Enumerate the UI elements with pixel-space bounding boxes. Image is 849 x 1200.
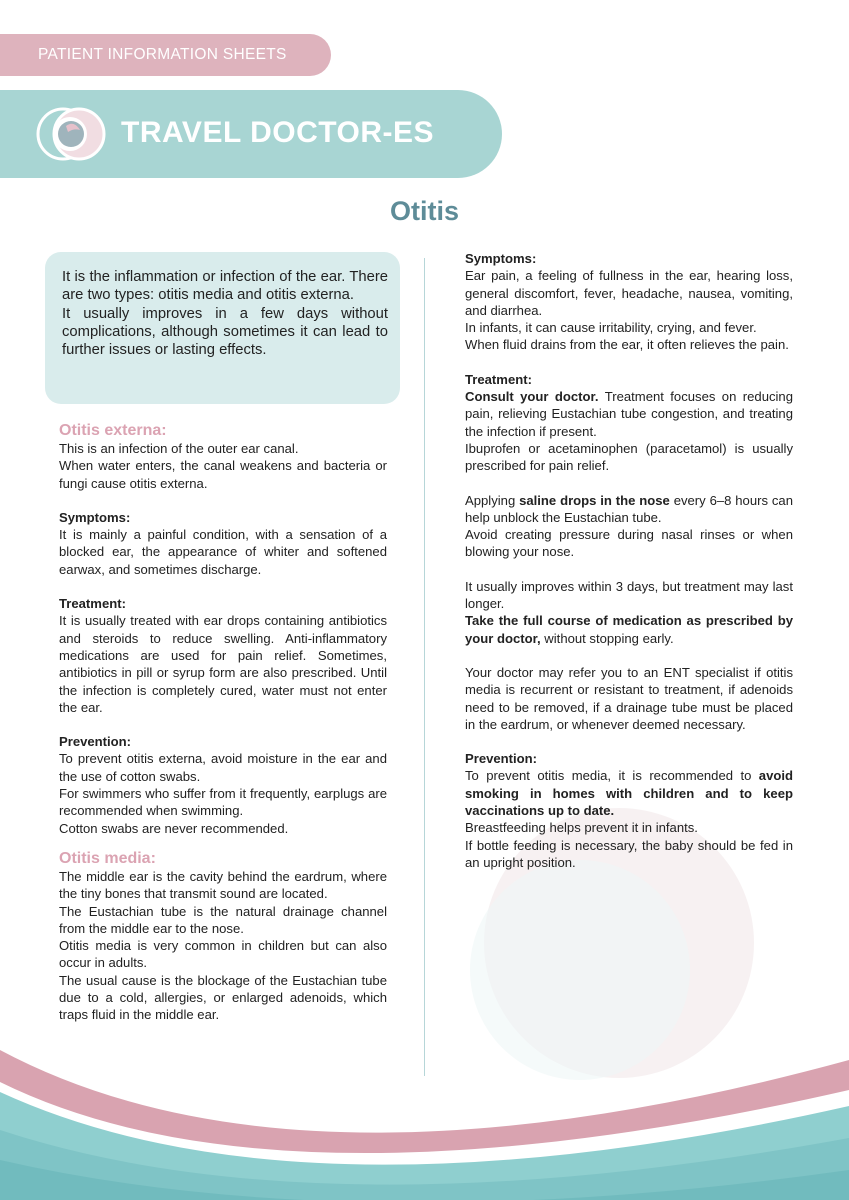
saline-note: Avoid creating pressure during nasal rinses or when blowing your nose.	[465, 527, 793, 560]
externa-symptoms-text: It is mainly a painful condition, with a sensation of a blocked ear, the appearance of whiter and softened earwax, and sometimes discharge.	[59, 527, 387, 577]
otitis-media-heading: Otitis media:	[59, 849, 156, 867]
category-tag	[0, 34, 331, 76]
externa-prevention-text: To prevent otitis externa, avoid moisture in the ear and the use of cotton swabs. For swimmers who suffer from it frequently, earplugs are recommended when swimming. Cotton swabs are never recommended.	[59, 751, 387, 836]
otitis-media-definition: The middle ear is the cavity behind the eardrum, where the tiny bones that transmit sound are located. The Eustachian tube is the natural drainage channel from the middle ear to the nose. Otitis media is very common in children but can also occur in adults. The usual cause is the blockage of the Eustachian tube due to a cold, allergies, or enlarged adenoids, which traps fluid in the middle ear.	[59, 868, 387, 1023]
brand-name: TRAVEL DOCTOR-ES	[121, 116, 435, 149]
saline-emphasis: saline drops in the nose	[519, 492, 670, 508]
overlapping-circles-logo-icon	[36, 102, 106, 166]
page-title: Otitis	[389, 196, 459, 226]
full-course-emphasis: Take the full course of medication as prescribed by your doctor,	[465, 613, 793, 646]
prevention-rest: Breastfeeding helps prevent it in infants. If bottle feeding is necessary, the baby should be fed in an upright position.	[465, 820, 793, 870]
treatment-description: Treatment focuses on reducing pain, relieving Eustachian tube congestion, and treating the infection if present.	[465, 389, 793, 439]
media-treatment-meds: Ibuprofen or acetaminophen (paracetamol) is usually prescribed for pain relief.	[465, 440, 793, 474]
media-treatment-heading: Treatment:	[465, 371, 532, 387]
column-divider	[424, 258, 425, 1076]
externa-treatment-text: It is usually treated with ear drops containing antibiotics and steroids to reduce swelling. Anti-inflammatory medications are used for pain relief. Sometimes, antibiotics in pill or syrup form are also prescribed. Until the infection is completely cured, water must not enter the ear.	[59, 613, 387, 715]
consult-doctor-emphasis: Consult your doctor.	[465, 389, 599, 405]
media-treatment-text	[465, 388, 793, 440]
improvement-text: It usually improves within 3 days, but treatment may last longer.	[465, 578, 793, 612]
footer-waves	[0, 1020, 849, 1200]
otitis-externa-definition: This is an infection of the outer ear canal. When water enters, the canal weakens and bacteria or fungi cause otitis externa.	[59, 441, 387, 491]
media-prevention-heading: Prevention:	[465, 751, 538, 767]
right-column	[465, 250, 793, 871]
referral-text: Your doctor may refer you to an ENT specialist if otitis media is recurrent or resistant to treatment, if adenoids need to be removed, if a drainage tube must be placed in the eardrum, or whenever deemed necessary.	[465, 664, 793, 732]
externa-symptoms-heading: Symptoms:	[59, 509, 131, 525]
full-course-text	[465, 612, 793, 647]
saline-drops-text	[465, 492, 793, 527]
prevention-emphasis: avoid smoking in homes with children and to keep vaccinations up to date.	[465, 768, 793, 819]
intro-box	[45, 252, 400, 404]
externa-treatment-heading: Treatment:	[59, 596, 126, 612]
media-symptoms-text: Ear pain, a feeling of fullness in the ear, hearing loss, general discomfort, fever, headache, nausea, vomiting, and diarrhea. In infants, it can cause irritability, crying, and fever. When fluid drains from the ear, it often relieves the pain.	[465, 268, 793, 353]
left-column	[59, 422, 387, 1024]
intro-text: It is the inflammation or infection of the ear. There are two types: otitis media and otitis externa. It usually improves in a few days without complications, although sometimes it can lead to further issues or lasting effects.	[62, 269, 388, 359]
prevention-pre: To prevent otitis media, it is recommended to	[465, 768, 759, 784]
brand-banner	[0, 90, 502, 178]
category-tag-label: PATIENT INFORMATION SHEETS	[38, 46, 287, 63]
saline-pre: Applying	[465, 492, 520, 508]
media-prevention-text	[465, 767, 793, 871]
saline-post: every 6–8 hours can help unblock the Eustachian tube.	[465, 492, 793, 525]
full-course-rest: without stopping early.	[540, 630, 674, 646]
externa-prevention-heading: Prevention:	[59, 734, 132, 750]
media-symptoms-heading: Symptoms:	[465, 251, 537, 266]
otitis-externa-heading: Otitis externa:	[59, 422, 167, 439]
